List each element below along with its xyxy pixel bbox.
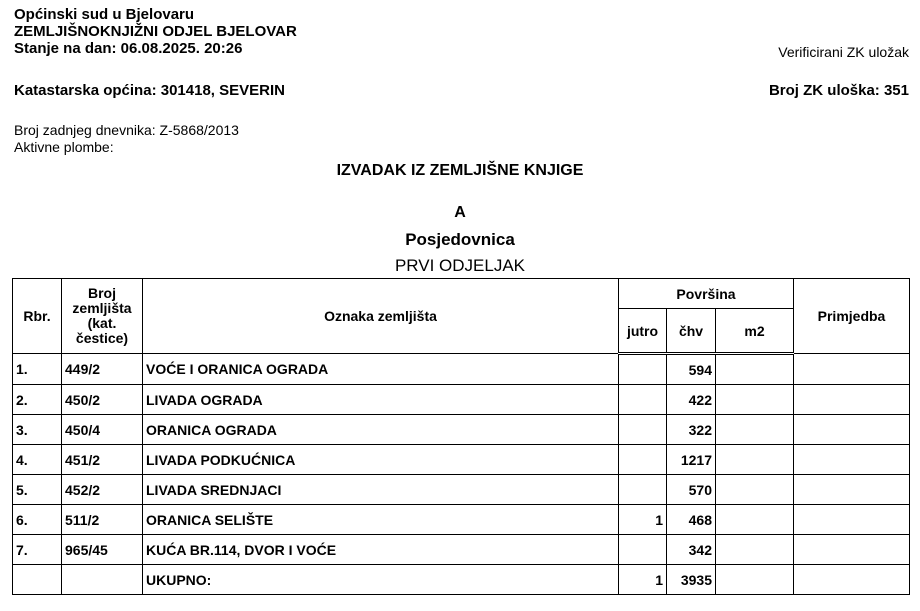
cell-primjedba <box>794 354 910 385</box>
cell-primjedba <box>794 535 910 565</box>
cell-primjedba <box>794 505 910 535</box>
cell-rbr: 4. <box>13 445 62 475</box>
col-povrsina-header: Površina <box>619 279 794 309</box>
col-broj-line4: čestice) <box>75 330 129 346</box>
cell-m2 <box>716 445 794 475</box>
cell-jutro <box>619 445 667 475</box>
col-m2-header: m2 <box>716 309 794 354</box>
table-row <box>13 445 910 475</box>
cell-broj: 511/2 <box>62 505 143 535</box>
table-row <box>13 475 910 505</box>
cell-broj: 449/2 <box>62 354 143 385</box>
cell-chv: 594 <box>667 354 716 385</box>
cell-m2 <box>716 385 794 415</box>
active-seals: Aktivne plombe: <box>14 139 114 155</box>
table-row <box>13 385 910 415</box>
cell-broj: 450/2 <box>62 385 143 415</box>
cell-primjedba <box>794 445 910 475</box>
cell-rbr: 7. <box>13 535 62 565</box>
last-journal: Broj zadnjeg dnevnika: Z-5868/2013 <box>14 122 239 138</box>
cell-jutro <box>619 385 667 415</box>
col-broj-line2: zemljišta <box>72 300 132 316</box>
table-row <box>13 505 910 535</box>
cell-jutro: 1 <box>619 565 667 595</box>
cell-broj: 451/2 <box>62 445 143 475</box>
zk-number: Broj ZK uloška: 351 <box>768 82 909 99</box>
cell-oznaka: KUĆA BR.114, DVOR I VOĆE <box>143 535 619 565</box>
total-row <box>13 565 910 595</box>
cell-jutro <box>619 535 667 565</box>
col-chv-header: čhv <box>667 309 716 354</box>
cell-broj: 965/45 <box>62 535 143 565</box>
cell-rbr: 3. <box>13 415 62 445</box>
col-oznaka-header: Oznaka zemljišta <box>143 279 619 354</box>
cell-broj: 452/2 <box>62 475 143 505</box>
cell-oznaka: LIVADA OGRADA <box>143 385 619 415</box>
cell-m2 <box>716 565 794 595</box>
cell-m2 <box>716 475 794 505</box>
cell-primjedba <box>794 475 910 505</box>
cell-oznaka: VOĆE I ORANICA OGRADA <box>143 354 619 385</box>
document-title: IZVADAK IZ ZEMLJIŠNE KNJIGE <box>336 162 584 179</box>
table-row <box>13 415 910 445</box>
table-row <box>13 535 910 565</box>
cell-rbr: 1. <box>13 354 62 385</box>
col-primjedba-header: Primjedba <box>794 279 910 354</box>
col-broj-header <box>62 279 143 354</box>
section-name: Posjedovnica <box>405 230 515 249</box>
table-row <box>13 354 910 385</box>
col-broj-line3: (kat. <box>87 315 117 331</box>
cell-jutro <box>619 475 667 505</box>
cadastral-municipality: Katastarska općina: 301418, SEVERIN <box>14 82 285 99</box>
cell-rbr: 2. <box>13 385 62 415</box>
cell-chv: 322 <box>667 415 716 445</box>
cell-rbr: 6. <box>13 505 62 535</box>
cell-jutro <box>619 415 667 445</box>
cell-chv: 422 <box>667 385 716 415</box>
cell-jutro: 1 <box>619 505 667 535</box>
cell-chv: 1217 <box>667 445 716 475</box>
cell-m2 <box>716 505 794 535</box>
col-jutro-header: jutro <box>619 309 667 354</box>
cell-primjedba <box>794 415 910 445</box>
cell-m2 <box>716 535 794 565</box>
cell-oznaka: UKUPNO: <box>143 565 619 595</box>
cell-chv: 468 <box>667 505 716 535</box>
cell-broj <box>62 565 143 595</box>
subsection-name: PRVI ODJELJAK <box>394 256 526 275</box>
cell-chv: 342 <box>667 535 716 565</box>
cell-primjedba <box>794 385 910 415</box>
possession-table <box>12 278 910 595</box>
cell-chv: 3935 <box>667 565 716 595</box>
verified-label: Verificirani ZK uložak <box>778 44 909 60</box>
cell-m2 <box>716 415 794 445</box>
cell-primjedba <box>794 565 910 595</box>
cell-m2 <box>716 354 794 385</box>
court-name: Općinski sud u Bjelovaru <box>14 6 195 23</box>
status-date: Stanje na dan: 06.08.2025. 20:26 <box>14 40 243 57</box>
cell-broj: 450/4 <box>62 415 143 445</box>
col-broj-line1: Broj <box>88 285 116 301</box>
department-name: ZEMLJIŠNOKNJIŽNI ODJEL BJELOVAR <box>14 23 297 40</box>
cell-oznaka: ORANICA OGRADA <box>143 415 619 445</box>
cell-jutro <box>619 354 667 385</box>
cell-oznaka: LIVADA PODKUĆNICA <box>143 445 619 475</box>
cell-rbr: 5. <box>13 475 62 505</box>
cell-oznaka: ORANICA SELIŠTE <box>143 505 619 535</box>
cell-oznaka: LIVADA SREDNJACI <box>143 475 619 505</box>
cell-chv: 570 <box>667 475 716 505</box>
col-rbr-header: Rbr. <box>13 279 62 354</box>
cell-rbr <box>13 565 62 595</box>
section-letter: A <box>454 204 466 221</box>
